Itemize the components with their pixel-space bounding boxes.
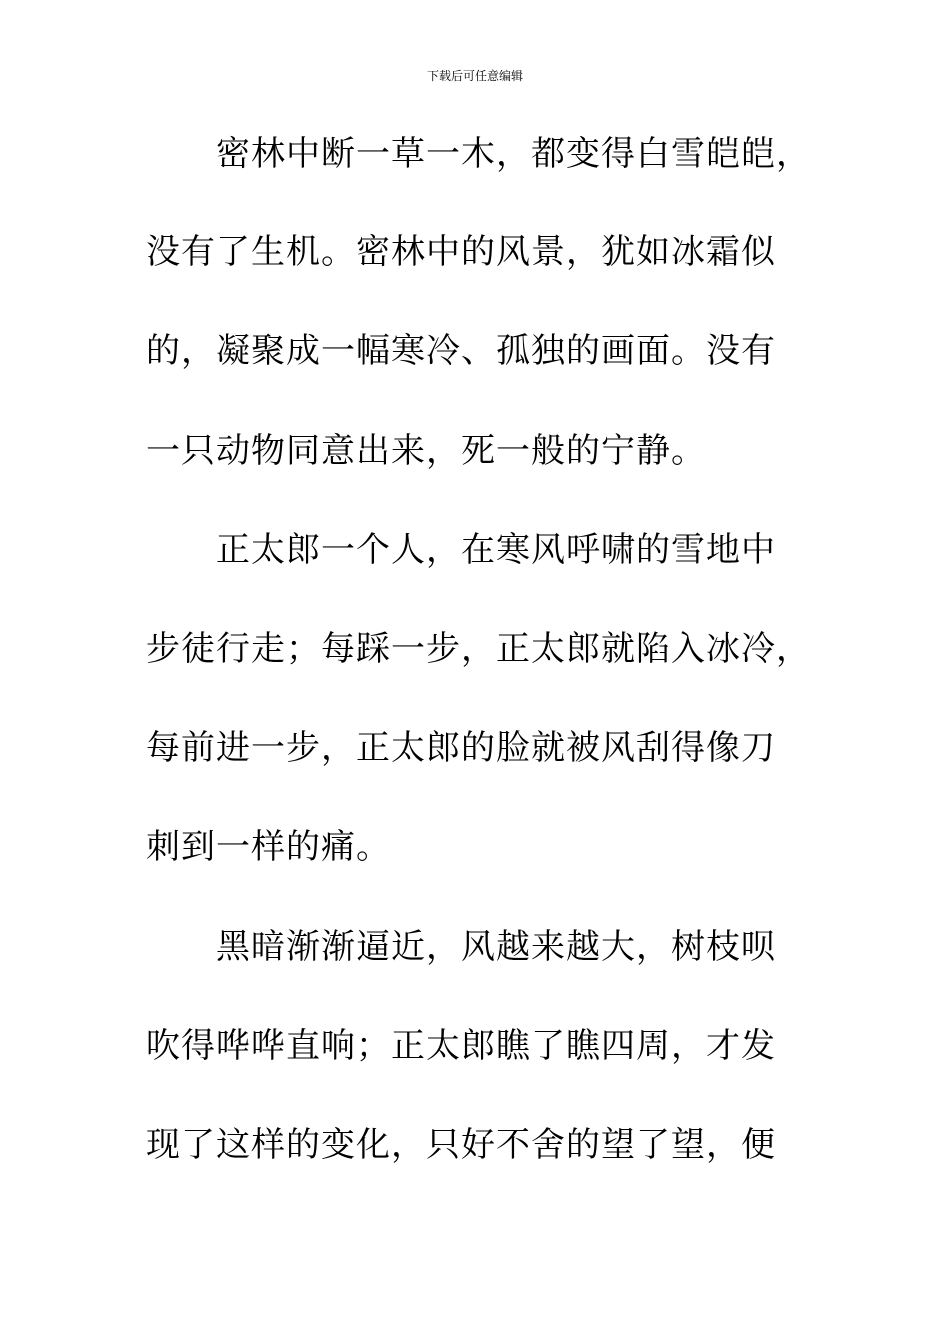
paragraph-2-line-3: 每前进一步，正太郎的脸就被风刮得像刀 — [146, 728, 776, 768]
paragraph-1-line-3: 的，凝聚成一幅寒冷、孤独的画面。没有 — [146, 331, 776, 371]
paragraph-2-line-1: 正太郎一个人，在寒风呼啸的雪地中 — [216, 530, 776, 570]
page-header: 下载后可任意编辑 — [426, 69, 523, 83]
paragraph-1-line-1: 密林中断一草一木，都变得白雪皑皑， — [216, 134, 811, 174]
paragraph-3-line-2: 吹得哗哗直响；正太郎瞧了瞧四周，才发 — [146, 1026, 776, 1066]
paragraph-3-line-1: 黑暗渐渐逼近，风越来越大，树枝呗 — [216, 927, 776, 967]
paragraph-2-line-2: 步徒行走；每踩一步，正太郎就陷入冰冷， — [146, 629, 811, 669]
paragraph-3-line-3: 现了这样的变化，只好不舍的望了望，便 — [146, 1125, 776, 1165]
paragraph-1-line-2: 没有了生机。密林中的风景，犹如冰霜似 — [146, 232, 776, 272]
paragraph-2-line-4: 刺到一样的痛。 — [146, 827, 391, 867]
paragraph-1-line-4: 一只动物同意出来，死一般的宁静。 — [146, 431, 706, 471]
